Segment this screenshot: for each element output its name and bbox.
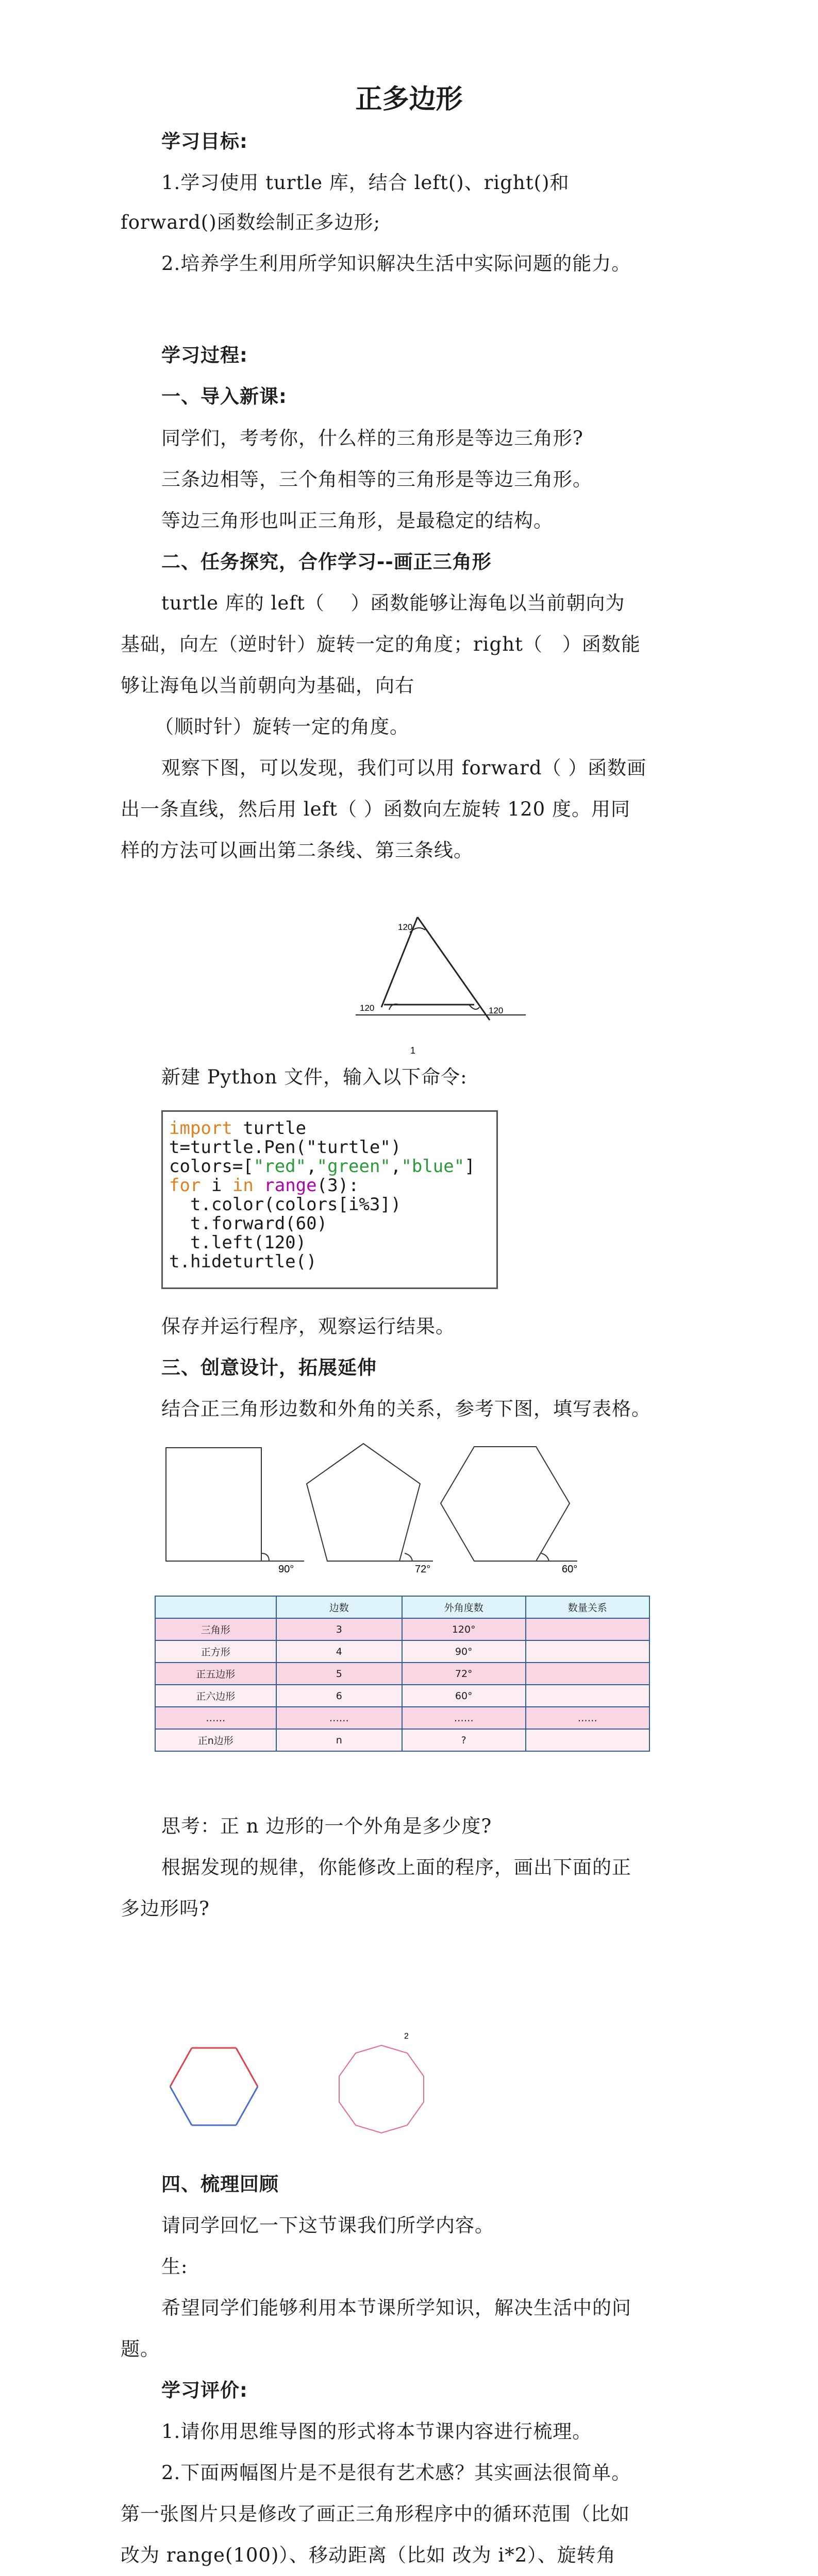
table-cell [526,1729,650,1751]
section-4-title: 四、梳理回顾 [161,2173,279,2195]
figure-caption-2: 2 [404,2032,409,2041]
table-row [155,1729,649,1751]
table-cell [526,1663,650,1685]
angle-label-left: 120 [360,1003,375,1013]
pentagon-angle-arc [405,1553,412,1561]
angle-label-top: 120 [398,922,413,932]
objective-1-line-1: 1.学习使用 turtle 库，结合 left()、right()和 [161,172,570,194]
table-header-cell: 外角度数 [402,1596,526,1618]
square-shape [166,1448,261,1561]
section-1-title: 一、导入新课: [161,385,287,408]
section-2-para-2-line-2: 出一条直线，然后用 left（ ）函数向左旋转 120 度。用同 [121,798,630,820]
table-header-row [155,1596,649,1618]
pentagon-shape [307,1444,420,1561]
table-row [155,1707,649,1729]
table-cell: 正六边形 [155,1685,276,1707]
code-line-1: import turtle [169,1118,307,1139]
code-line-5: t.color(colors[i%3]) [169,1194,402,1215]
section-2-para-1-line-4: （顺时针）旋转一定的角度。 [155,716,409,738]
square-angle-label: 90° [278,1564,294,1575]
objectives-heading: 学习目标: [161,130,248,152]
table-cell: …… [526,1707,650,1729]
table-header-cell [155,1596,276,1618]
table-cell: ? [402,1729,526,1751]
section-2-para-1-line-3: 够让海龟以当前朝向为基础，向右 [121,674,414,697]
table-row [155,1685,649,1707]
decagon-shape [339,2045,424,2133]
evaluation-para-2-line-3: 改为 range(100)）、移动距离（比如 改为 i*2）、旋转角 [121,2544,616,2566]
table-cell: 72° [402,1663,526,1685]
table-cell: …… [155,1707,276,1729]
objective-1-line-2: forward()函数绘制正多边形; [121,211,381,233]
hexagon-angle-label: 60° [562,1564,578,1575]
section-3-para-1: 结合正三角形边数和外角的关系，参考下图，填写表格。 [161,1398,651,1420]
polygon-examples-figure [155,2027,464,2151]
table-cell: 5 [276,1663,402,1685]
section-2-para-2-line-3: 样的方法可以画出第二条线、第三条线。 [121,839,473,861]
hexagon-red-edge [170,2048,192,2087]
hexagon-red-edge [236,2048,258,2087]
code-line-8: t.hideturtle() [169,1251,317,1272]
table-header-cell: 边数 [276,1596,402,1618]
table-cell: 4 [276,1640,402,1663]
section-1-para-3: 等边三角形也叫正三角形，是最稳定的结构。 [161,510,553,532]
table-cell: 60° [402,1685,526,1707]
section-4-para-2: 生: [161,2256,188,2278]
section-3-para-3-line-2: 多边形吗? [121,1897,210,1920]
section-2-para-1-line-2: 基础，向左（逆时针）旋转一定的角度；right（ ）函数能 [121,633,641,655]
section-3-title: 三、创意设计，拓展延伸 [161,1357,377,1379]
section-1-para-1: 同学们，考考你，什么样的三角形是等边三角形? [161,427,583,449]
table-cell: 3 [276,1618,402,1640]
pentagon-angle-label: 72° [415,1564,431,1575]
table-cell: …… [402,1707,526,1729]
triangle-figure [340,904,526,1074]
table-row [155,1618,649,1640]
table-row [155,1663,649,1685]
table-header-cell: 数量关系 [526,1596,650,1618]
square-angle-arc [261,1553,269,1561]
table-cell [526,1685,650,1707]
section-1-para-2: 三条边相等，三个角相等的三角形是等边三角形。 [161,468,592,490]
hexagon-blue-edge [170,2087,192,2125]
section-4-para-1: 请同学回忆一下这节课我们所学内容。 [161,2214,494,2236]
table-cell: 三角形 [155,1618,276,1640]
code-line-6: t.forward(60) [169,1213,328,1234]
table-cell: 120° [402,1618,526,1640]
angle-label-right: 120 [489,1006,504,1015]
figure-caption-1: 1 [410,1045,416,1056]
hexagon-shape [441,1447,570,1561]
table-row [155,1640,649,1663]
table-cell: …… [276,1707,402,1729]
code-line-2: t=turtle.Pen("turtle") [169,1137,402,1158]
section-2-para-1-line-1: turtle 库的 left（ ）函数能够让海龟以当前朝向为 [161,592,625,614]
evaluation-heading: 学习评价: [161,2379,248,2401]
page-title: 正多边形 [355,84,463,115]
code-block [161,1110,498,1289]
polygons-figure [155,1437,619,1587]
section-2-title: 二、任务探究，合作学习--画正三角形 [161,551,492,573]
section-2-para-3: 新建 Python 文件，输入以下命令: [161,1066,468,1088]
evaluation-para-1: 1.请你用思维导图的形式将本节课内容进行梳理。 [161,2420,592,2443]
section-3-para-3-line-1: 根据发现的规律，你能修改上面的程序，画出下面的正 [161,1856,631,1878]
table-cell: 6 [276,1685,402,1707]
evaluation-para-2-line-1: 2.下面两幅图片是不是很有艺术感？其实画法很简单。 [161,2462,631,2484]
evaluation-para-2-line-2: 第一张图片只是修改了画正三角形程序中的循环范围（比如 [121,2503,630,2525]
section-4-para-3-line-2: 题。 [121,2338,160,2360]
polygon-table [155,1596,650,1752]
objective-2: 2.培养学生利用所学知识解决生活中实际问题的能力。 [161,252,631,275]
hexagon-angle-arc [541,1553,549,1561]
hexagon-blue-edge [236,2087,258,2125]
section-2-para-2-line-1: 观察下图，可以发现，我们可以用 forward（ ）函数画 [161,757,647,779]
table-cell: 正五边形 [155,1663,276,1685]
table-cell: 正n边形 [155,1729,276,1751]
table-cell: 90° [402,1640,526,1663]
process-heading: 学习过程: [161,344,248,366]
table-cell [526,1618,650,1640]
table-cell: n [276,1729,402,1751]
section-3-para-2: 思考：正 n 边形的一个外角是多少度? [161,1815,492,1837]
table-cell: 正方形 [155,1640,276,1663]
code-line-7: t.left(120) [169,1232,307,1253]
section-2-para-4: 保存并运行程序，观察运行结果。 [161,1315,455,1337]
section-4-para-3-line-1: 希望同学们能够利用本节课所学知识，解决生活中的问 [161,2297,631,2319]
code-line-4: for i in range(3): [169,1175,359,1196]
code-line-3: colors=["red","green","blue"] [169,1156,475,1177]
table-cell [526,1640,650,1663]
